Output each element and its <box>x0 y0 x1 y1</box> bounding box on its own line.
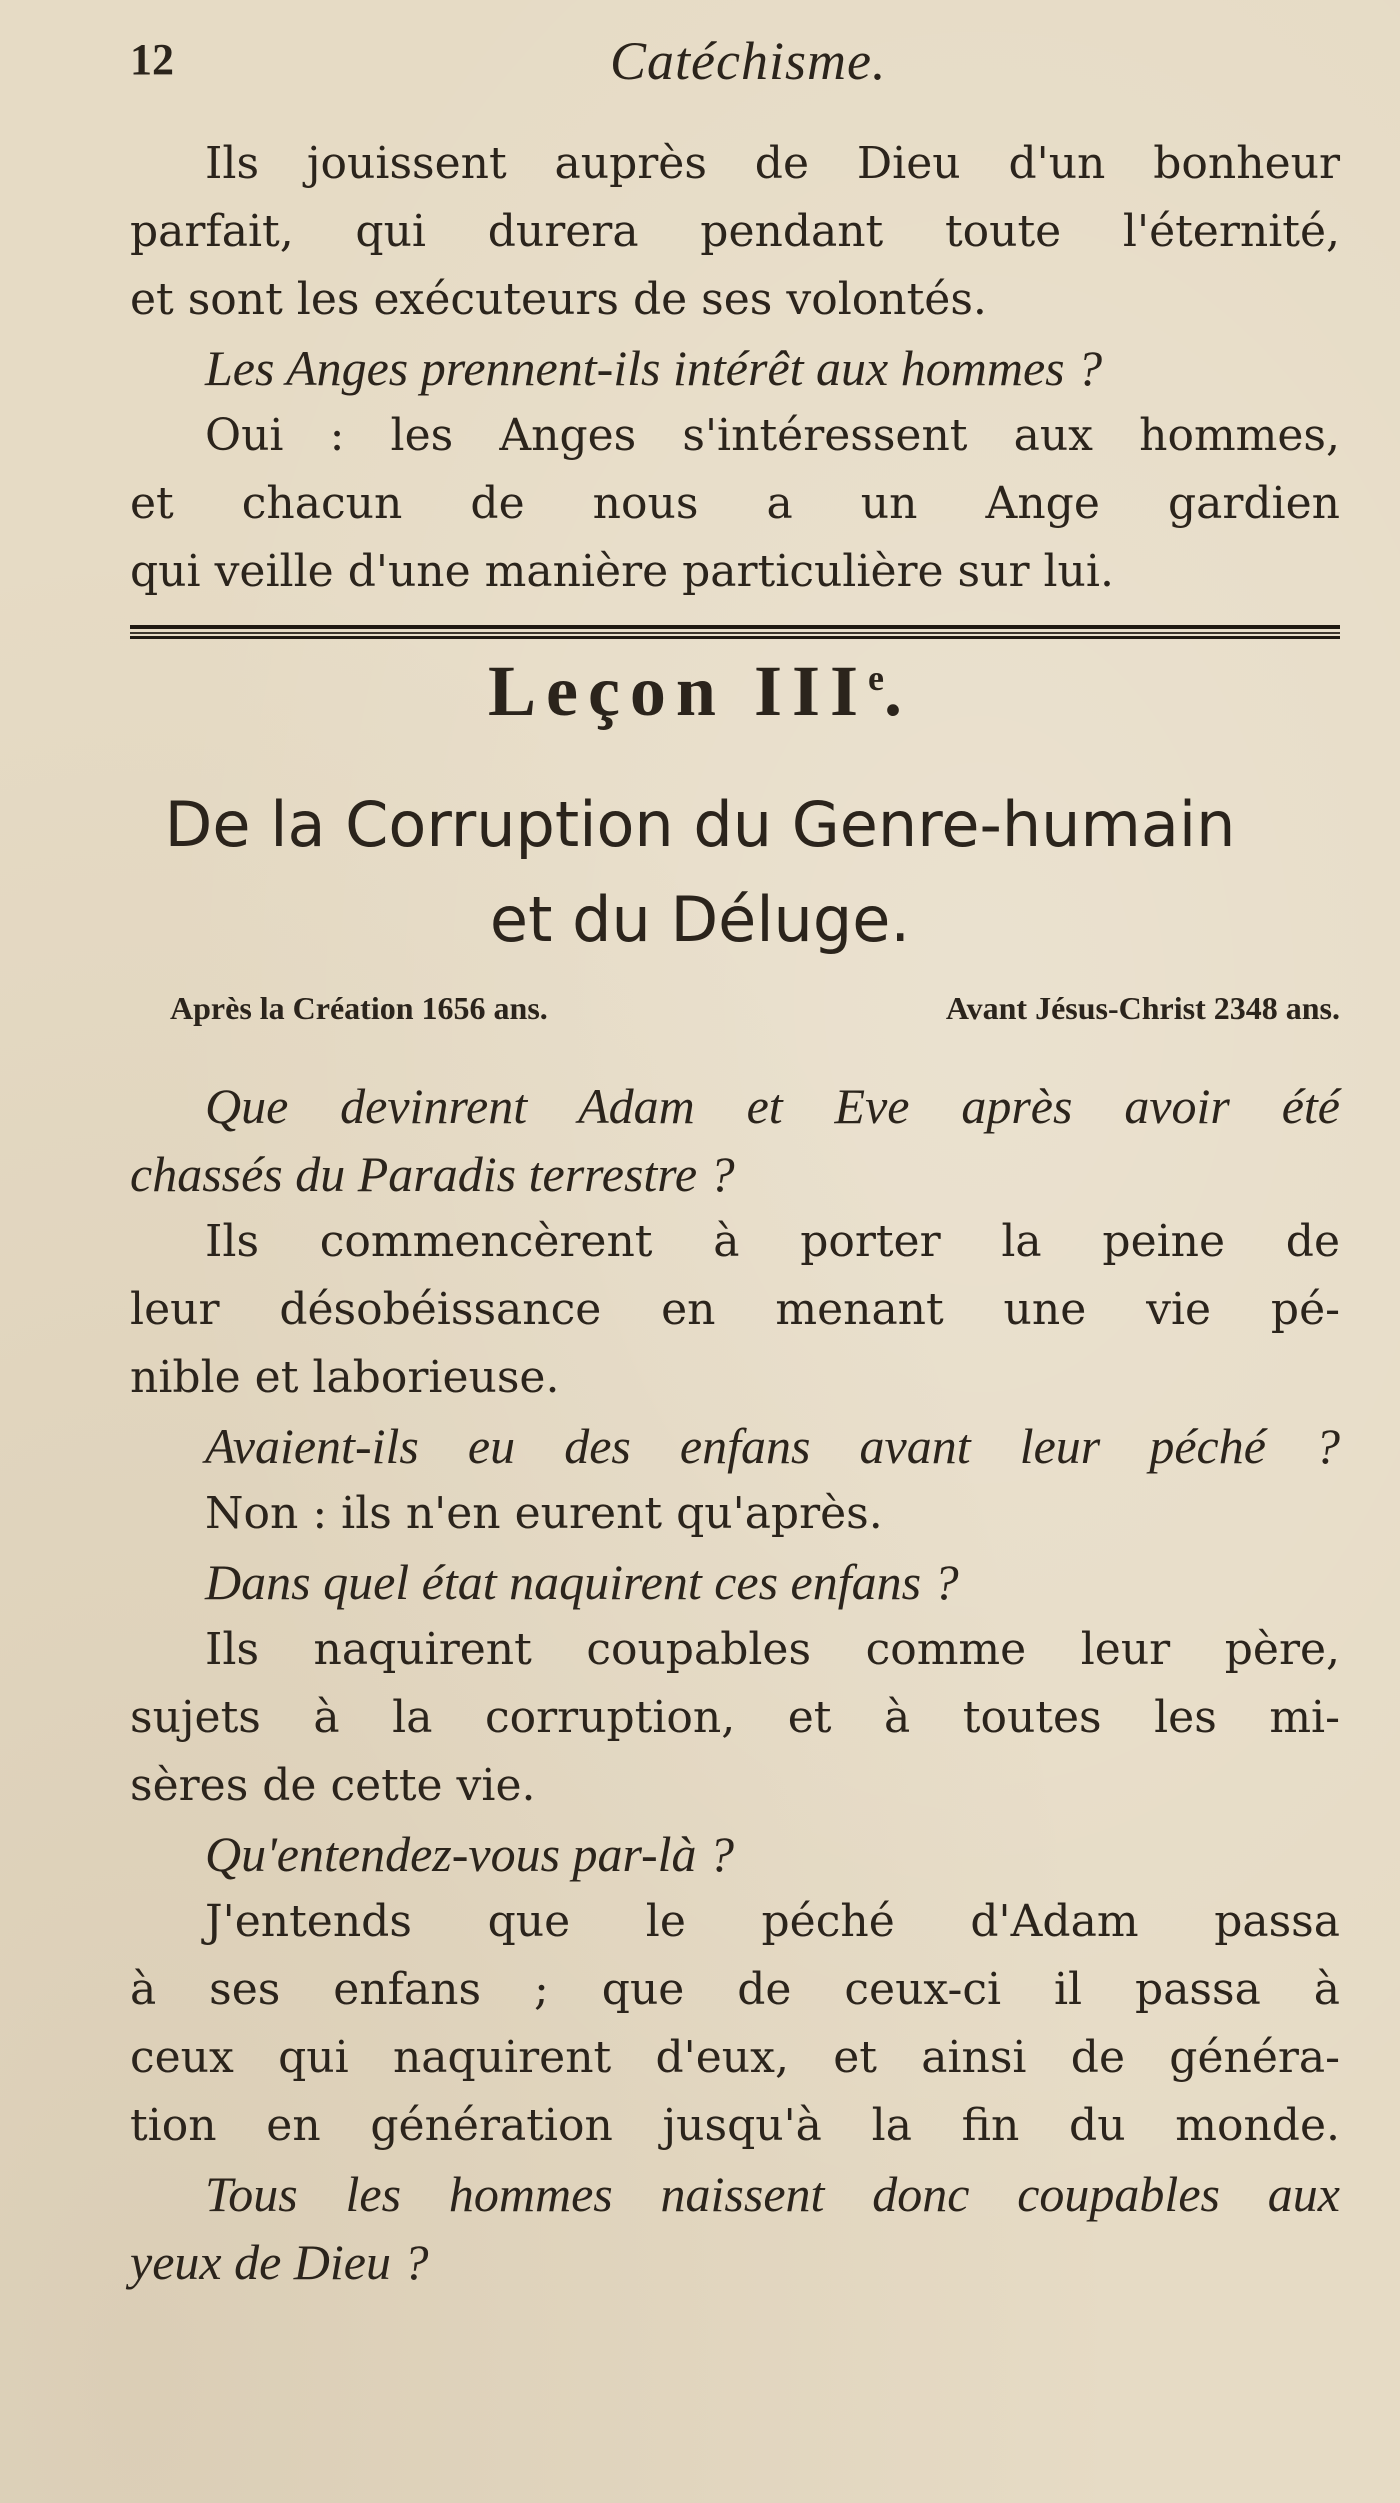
text-line: Les Anges prennent-ils intérêt aux hommes ? <box>205 340 1103 396</box>
lesson-heading-period: . <box>884 651 913 731</box>
body-line: à ses enfans ; que de ceux-ci il passa à <box>130 1964 1340 2015</box>
text-line: et sont les exécuteurs de ses volontés. <box>130 274 987 325</box>
body-line: Qu'entendez-vous par-là ? <box>205 1826 735 1882</box>
lesson-heading <box>0 650 1400 733</box>
body-line: tion en génération jusqu'à la fin du monde. <box>130 2100 1340 2151</box>
lesson-body <box>130 1072 1340 2296</box>
text-line: parfait, qui durera pendant toute l'éternité, <box>130 206 1340 257</box>
lesson-heading-text: Leçon III <box>487 651 869 731</box>
body-line: Dans quel état naquirent ces enfans ? <box>205 1554 959 1610</box>
body-line: nible et laborieuse. <box>130 1352 560 1403</box>
body-line: Ils naquirent coupables comme leur père, <box>205 1624 1340 1675</box>
text-line: qui veille d'une manière particulière sur lui. <box>130 546 1114 597</box>
body-line: J'entends que le péché d'Adam passa <box>205 1896 1340 1947</box>
body-line: sujets à la corruption, et à toutes les mi- <box>130 1692 1340 1743</box>
running-title: Catéchisme. <box>610 31 887 91</box>
body-line: ceux qui naquirent d'eux, et ainsi de généra- <box>130 2032 1340 2083</box>
text-line: Oui : les Anges s'intéressent aux hommes, <box>205 410 1340 461</box>
body-line: sères de cette vie. <box>130 1760 536 1811</box>
body-line: Non : ils n'en eurent qu'après. <box>205 1488 883 1539</box>
chronology-line <box>170 990 1340 1027</box>
lesson-title-line-2: et du Déluge. <box>489 883 911 956</box>
date-before-christ: Avant Jésus-Christ 2348 ans. <box>945 990 1340 1026</box>
body-line: Tous les hommes naissent donc coupables aux <box>205 2166 1340 2222</box>
decorative-rule <box>130 625 1340 639</box>
lesson-title-line-1: De la Corruption du Genre-humain <box>164 788 1236 861</box>
body-line: Avaient-ils eu des enfans avant leur péché ? <box>205 1418 1340 1474</box>
lesson-heading-sup: e <box>868 658 885 698</box>
text-line: et chacun de nous a un Ange gardien <box>130 478 1340 529</box>
top-paragraphs <box>130 130 1340 606</box>
date-since-creation: Après la Création 1656 ans. <box>170 990 548 1026</box>
body-line: leur désobéissance en menant une vie pé- <box>130 1284 1340 1335</box>
body-line: chassés du Paradis terrestre ? <box>130 1146 735 1202</box>
page-header <box>130 30 1240 110</box>
body-line: Que devinrent Adam et Eve après avoir été <box>205 1078 1340 1134</box>
body-line: yeux de Dieu ? <box>130 2234 429 2290</box>
text-line: Ils jouissent auprès de Dieu d'un bonheur <box>205 138 1340 189</box>
page-number: 12 <box>130 35 174 84</box>
body-line: Ils commencèrent à porter la peine de <box>205 1216 1340 1267</box>
